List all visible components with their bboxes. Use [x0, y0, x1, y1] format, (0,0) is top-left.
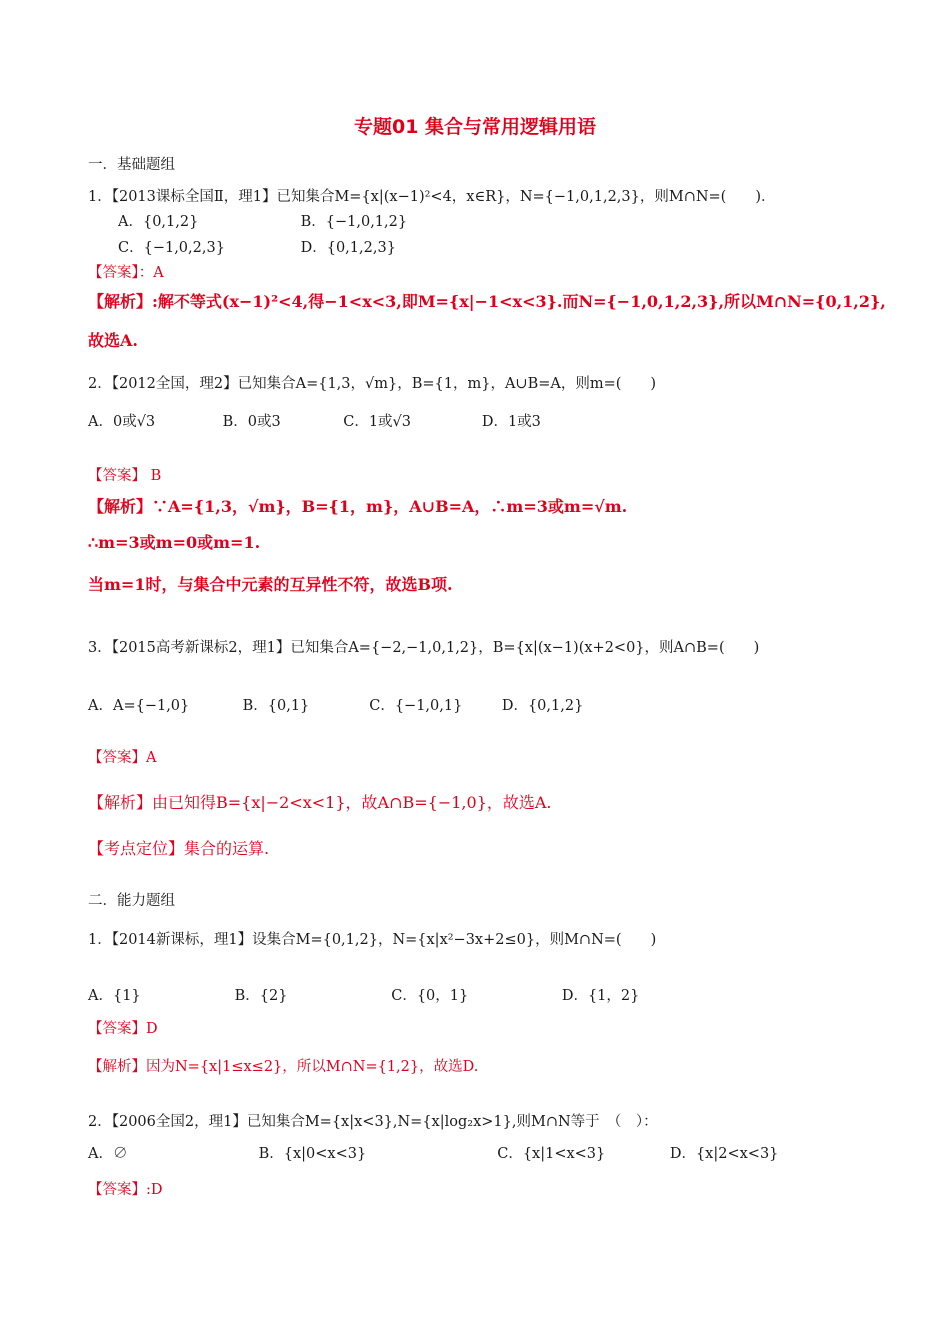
- ability-question-1-option-b: B．{2}: [234, 988, 288, 1004]
- question-3-answer: 【答案】A: [88, 750, 157, 766]
- question-1-options-row-2: [118, 236, 396, 257]
- question-1-analysis-line-1: 【解析】:解不等式(x−1)²<4,得−1<x<3,即M={x|−1<x<3}.而N={−1,0,1,2,3},所以M∩N={0,1,2},: [88, 292, 886, 311]
- section-heading-ability: 二．能力题组: [88, 893, 175, 909]
- question-3-option-d: D．{0,1,2}: [501, 698, 584, 714]
- section-heading-basic: 一．基础题组: [88, 157, 175, 173]
- ability-question-2-answer: 【答案】:D: [88, 1182, 163, 1198]
- ability-question-2-stem: 2．【2006全国2，理1】已知集合M={x|x<3},N={x|log₂x>1},则M∩N等于 （ ）：: [88, 1114, 658, 1130]
- ability-question-2-option-d: D．{x|2<x<3}: [669, 1146, 779, 1162]
- question-1-option-b: B．{−1,0,1,2}: [300, 214, 408, 230]
- question-1-stem: 1．【2013课标全国Ⅱ，理1】已知集合M={x|(x−1)²<4，x∈R}，N={−1,0,1,2,3}，则M∩N=( )．: [88, 189, 776, 205]
- question-2-analysis-line-2: ∴m=3或m=0或m=1.: [88, 533, 261, 552]
- document-title: 专题01 集合与常用逻辑用语: [353, 116, 597, 138]
- question-2-analysis-line-1: 【解析】∵A={1,3，√m}，B={1，m}，A∪B=A，∴m=3或m=√m.: [88, 497, 628, 516]
- question-3-option-a: A．A={−1,0}: [88, 698, 190, 714]
- question-3-option-b: B．{0,1}: [242, 698, 310, 714]
- question-2-options-row: [88, 410, 541, 431]
- question-1-options-row-1: [118, 210, 407, 231]
- question-1-analysis-line-2: 故选A.: [88, 331, 138, 350]
- ability-question-2-option-a: A．∅: [88, 1146, 128, 1162]
- question-2-answer: 【答案】 B: [88, 468, 162, 484]
- ability-question-1-options-row: [88, 984, 639, 1005]
- question-2-stem: 2．【2012全国，理2】已知集合A={1,3，√m}，B={1，m}，A∪B=A，则m=( ): [88, 376, 657, 392]
- question-2-option-a: A．0或√3: [88, 414, 156, 430]
- question-3-option-c: C．{−1,0,1}: [369, 698, 463, 714]
- question-1-option-d: D．{0,1,2,3}: [300, 240, 396, 256]
- question-1-option-a: A．{0,1,2}: [118, 214, 199, 230]
- question-3-analysis-line-2: 【考点定位】集合的运算.: [88, 839, 270, 858]
- question-2-option-c: C．1或√3: [343, 414, 412, 430]
- ability-question-2-option-c: C．{x|1<x<3}: [497, 1146, 606, 1162]
- question-1-answer: 【答案】：A: [88, 265, 164, 281]
- question-2-option-d: D．1或3: [481, 414, 541, 430]
- ability-question-2-options-row: [88, 1142, 778, 1163]
- question-3-stem: 3．【2015高考新课标2，理1】已知集合A={−2,−1,0,1,2}，B={x|(x−1)(x+2<0}，则A∩B=( ): [88, 640, 760, 656]
- ability-question-1-option-c: C．{0，1}: [391, 988, 469, 1004]
- ability-question-1-answer: 【答案】D: [88, 1021, 158, 1037]
- ability-question-1-option-a: A．{1}: [88, 988, 141, 1004]
- ability-question-1-stem: 1．【2014新课标，理1】设集合M={0,1,2}，N={x|x²−3x+2≤0}，则M∩N=( ): [88, 932, 657, 948]
- question-3-options-row: [88, 694, 583, 715]
- ability-question-1-option-d: D．{1，2}: [561, 988, 640, 1004]
- ability-question-2-option-b: B．{x|0<x<3}: [258, 1146, 367, 1162]
- question-1-option-c: C．{−1,0,2,3}: [118, 240, 225, 256]
- question-2-option-b: B．0或3: [222, 414, 281, 430]
- question-3-analysis-line-1: 【解析】由已知得B={x|−2<x<1}，故A∩B={−1,0}，故选A.: [88, 793, 552, 812]
- ability-question-1-analysis: 【解析】因为N={x|1≤x≤2}，所以M∩N={1,2}，故选D.: [88, 1059, 479, 1075]
- question-2-analysis-line-3: 当m=1时，与集合中元素的互异性不符，故选B项.: [88, 575, 453, 594]
